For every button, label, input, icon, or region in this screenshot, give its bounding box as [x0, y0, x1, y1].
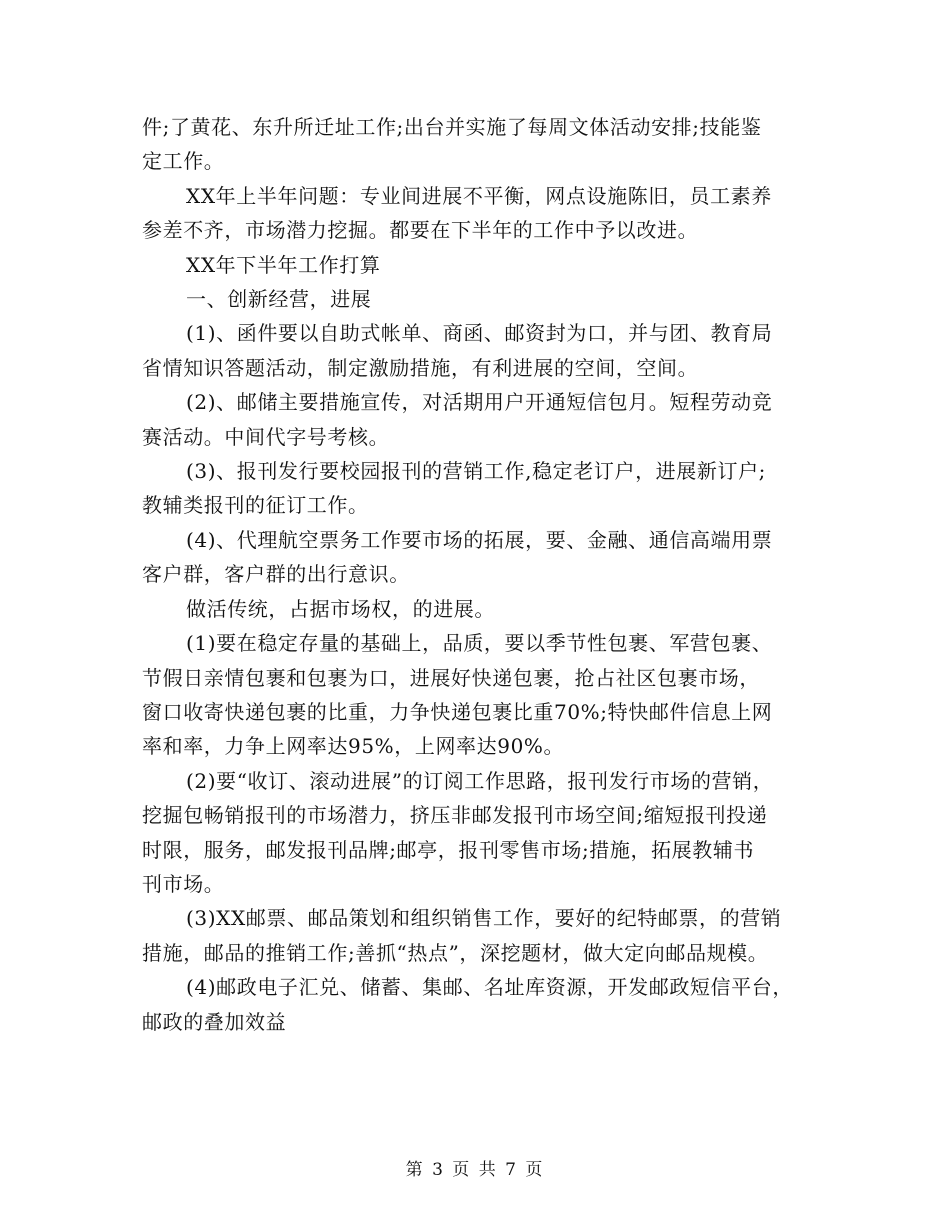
text-line: 定工作。	[142, 149, 225, 174]
text-line: 节假日亲情包裹和包裹为口，进展好快递包裹，抢占社区包裹市场，	[142, 665, 760, 690]
text-line: 窗口收寄快递包裹的比重，力争快递包裹比重70%;特快邮件信息上网	[142, 699, 773, 724]
text-line: (2)、邮储主要措施宣传，对活期用户开通短信包月。短程劳动竞	[186, 390, 773, 415]
text-line: (3)XX邮票、邮品策划和组织销售工作，要好的纪特邮票，的营销	[186, 906, 782, 931]
text-line: 客户群，客户群的出行意识。	[142, 562, 410, 587]
text-line: (1)要在稳定存量的基础上，品质，要以季节性包裹、军营包裹、	[186, 631, 773, 656]
text-line: 措施，邮品的推销工作;善抓“热点”，深挖题材，做大定向邮品规模。	[142, 940, 769, 965]
page-number-footer: 第 3 页 共 7 页	[405, 1160, 545, 1180]
text-line: (1)、函件要以自助式帐单、商函、邮资封为口，并与团、教育局	[186, 321, 773, 346]
text-line: 件;了黄花、东升所迁址工作;出台并实施了每周文体活动安排;技能鉴	[142, 115, 762, 139]
body-text	[142, 110, 812, 1039]
text-line: 教辅类报刊的征订工作。	[142, 493, 369, 518]
text-line: 时限，服务，邮发报刊品牌;邮亭，报刊零售市场;措施，拓展教辅书	[142, 837, 755, 862]
text-line: 参差不齐，市场潜力挖掘。都要在下半年的工作中予以改进。	[142, 218, 699, 243]
text-line: 挖掘包畅销报刊的市场潜力，挤压非邮发报刊市场空间;缩短报刊投递	[142, 803, 768, 828]
text-line: 率和率，力争上网率达95%，上网率达90%。	[142, 734, 565, 759]
text-line: 刊市场。	[142, 871, 225, 896]
section-heading: XX年下半年工作打算	[186, 252, 381, 277]
text-line: (2)要“收订、滚动进展”的订阅工作思路，报刊发行市场的营销，	[186, 768, 774, 793]
text-line: XX年上半年问题：专业间进展不平衡，网点设施陈旧，员工素养	[186, 183, 772, 208]
subsection-heading: 一、创新经营，进展	[186, 287, 372, 312]
text-line: (4)邮政电子汇兑、储蓄、集邮、名址库资源，开发邮政短信平台，	[186, 975, 793, 1000]
text-line: (3)、报刊发行要校园报刊的营销工作,稳定老订户，进展新订户;	[186, 459, 767, 484]
subsection-heading: 做活传统，占据市场权，的进展。	[186, 596, 495, 621]
text-line: 赛活动。中间代字号考核。	[142, 424, 390, 449]
text-line: 省情知识答题活动，制定激励措施，有利进展的空间，空间。	[142, 355, 699, 380]
text-line: 邮政的叠加效益	[142, 1009, 287, 1034]
text-line: (4)、代理航空票务工作要市场的拓展，要、金融、通信高端用票	[186, 527, 773, 552]
